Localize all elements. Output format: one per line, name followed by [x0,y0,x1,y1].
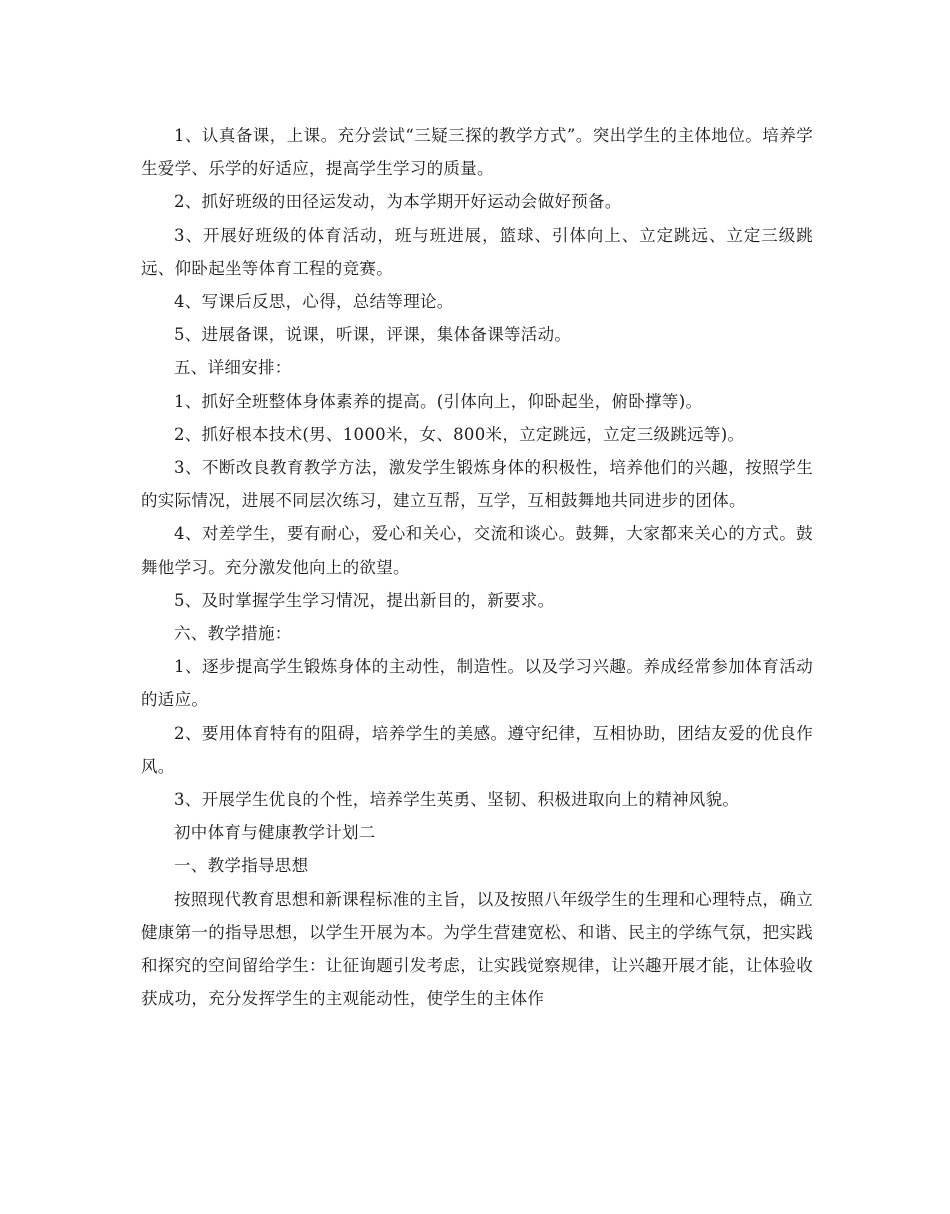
paragraph: 2、抓好班级的田径运发动，为本学期开好运动会做好预备。 [174,192,622,212]
paragraph: 4、写课后反思，心得，总结等理论。 [174,292,454,312]
paragraph: 2、抓好根本技术(男、1000米，女、800米，立定跳远，立定三级跳远等)。 [174,424,745,444]
section-heading: 一、教学指导思想 [174,856,309,876]
document-body [141,119,813,1015]
paragraph: 2、要用体育特有的阻碍，培养学生的美感。遵守纪律，互相协助，团结友爱的优良作风。 [141,723,813,776]
section-heading: 六、教学措施： [174,624,292,644]
paragraph: 3、开展好班级的体育活动，班与班进展，篮球、引体向上、立定跳远、立定三级跳远、仰卧起坐等体育工程的竞赛。 [141,225,813,278]
paragraph: 5、进展备课，说课，听课，评课，集体备课等活动。 [174,325,572,345]
paragraph: 5、及时掌握学生学习情况，提出新目的，新要求。 [174,590,555,610]
section-heading: 五、详细安排： [174,358,292,378]
paragraph: 1、抓好全班整体身体素养的提高。(引体向上，仰卧起坐，俯卧撑等)。 [174,391,703,411]
paragraph: 按照现代教育思想和新课程标准的主旨，以及按照八年级学生的生理和心理特点，确立健康第一的指导思想，以学生开展为本。为学生营建宽松、和谐、民主的学练气氛，把实践和探究的空间留给学生：让征询题引发考虑，让实践觉察规律，让兴趣开展才能，让体验收获成功，充分发挥学生的主观能动性，使学生的主体作 [141,889,813,1009]
paragraph: 3、开展学生优良的个性，培养学生英勇、坚韧、积极进取向上的精神风貌。 [174,790,740,810]
paragraph: 1、认真备课，上课。充分尝试“三疑三探的教学方式”。突出学生的主体地位。培养学生爱学、乐学的好适应，提高学生学习的质量。 [141,126,813,179]
paragraph: 4、对差学生，要有耐心，爱心和关心，交流和谈心。鼓舞，大家都来关心的方式。鼓舞他学习。充分激发他向上的欲望。 [141,524,813,577]
document-subtitle: 初中体育与健康教学计划二 [174,823,376,843]
paragraph: 1、逐步提高学生锻炼身体的主动性，制造性。以及学习兴趣。养成经常参加体育活动的适应。 [141,657,813,710]
paragraph: 3、不断改良教育教学方法，激发学生锻炼身体的积极性，培养他们的兴趣，按照学生的实际情况，进展不同层次练习，建立互帮，互学，互相鼓舞地共同进步的团体。 [141,458,813,511]
